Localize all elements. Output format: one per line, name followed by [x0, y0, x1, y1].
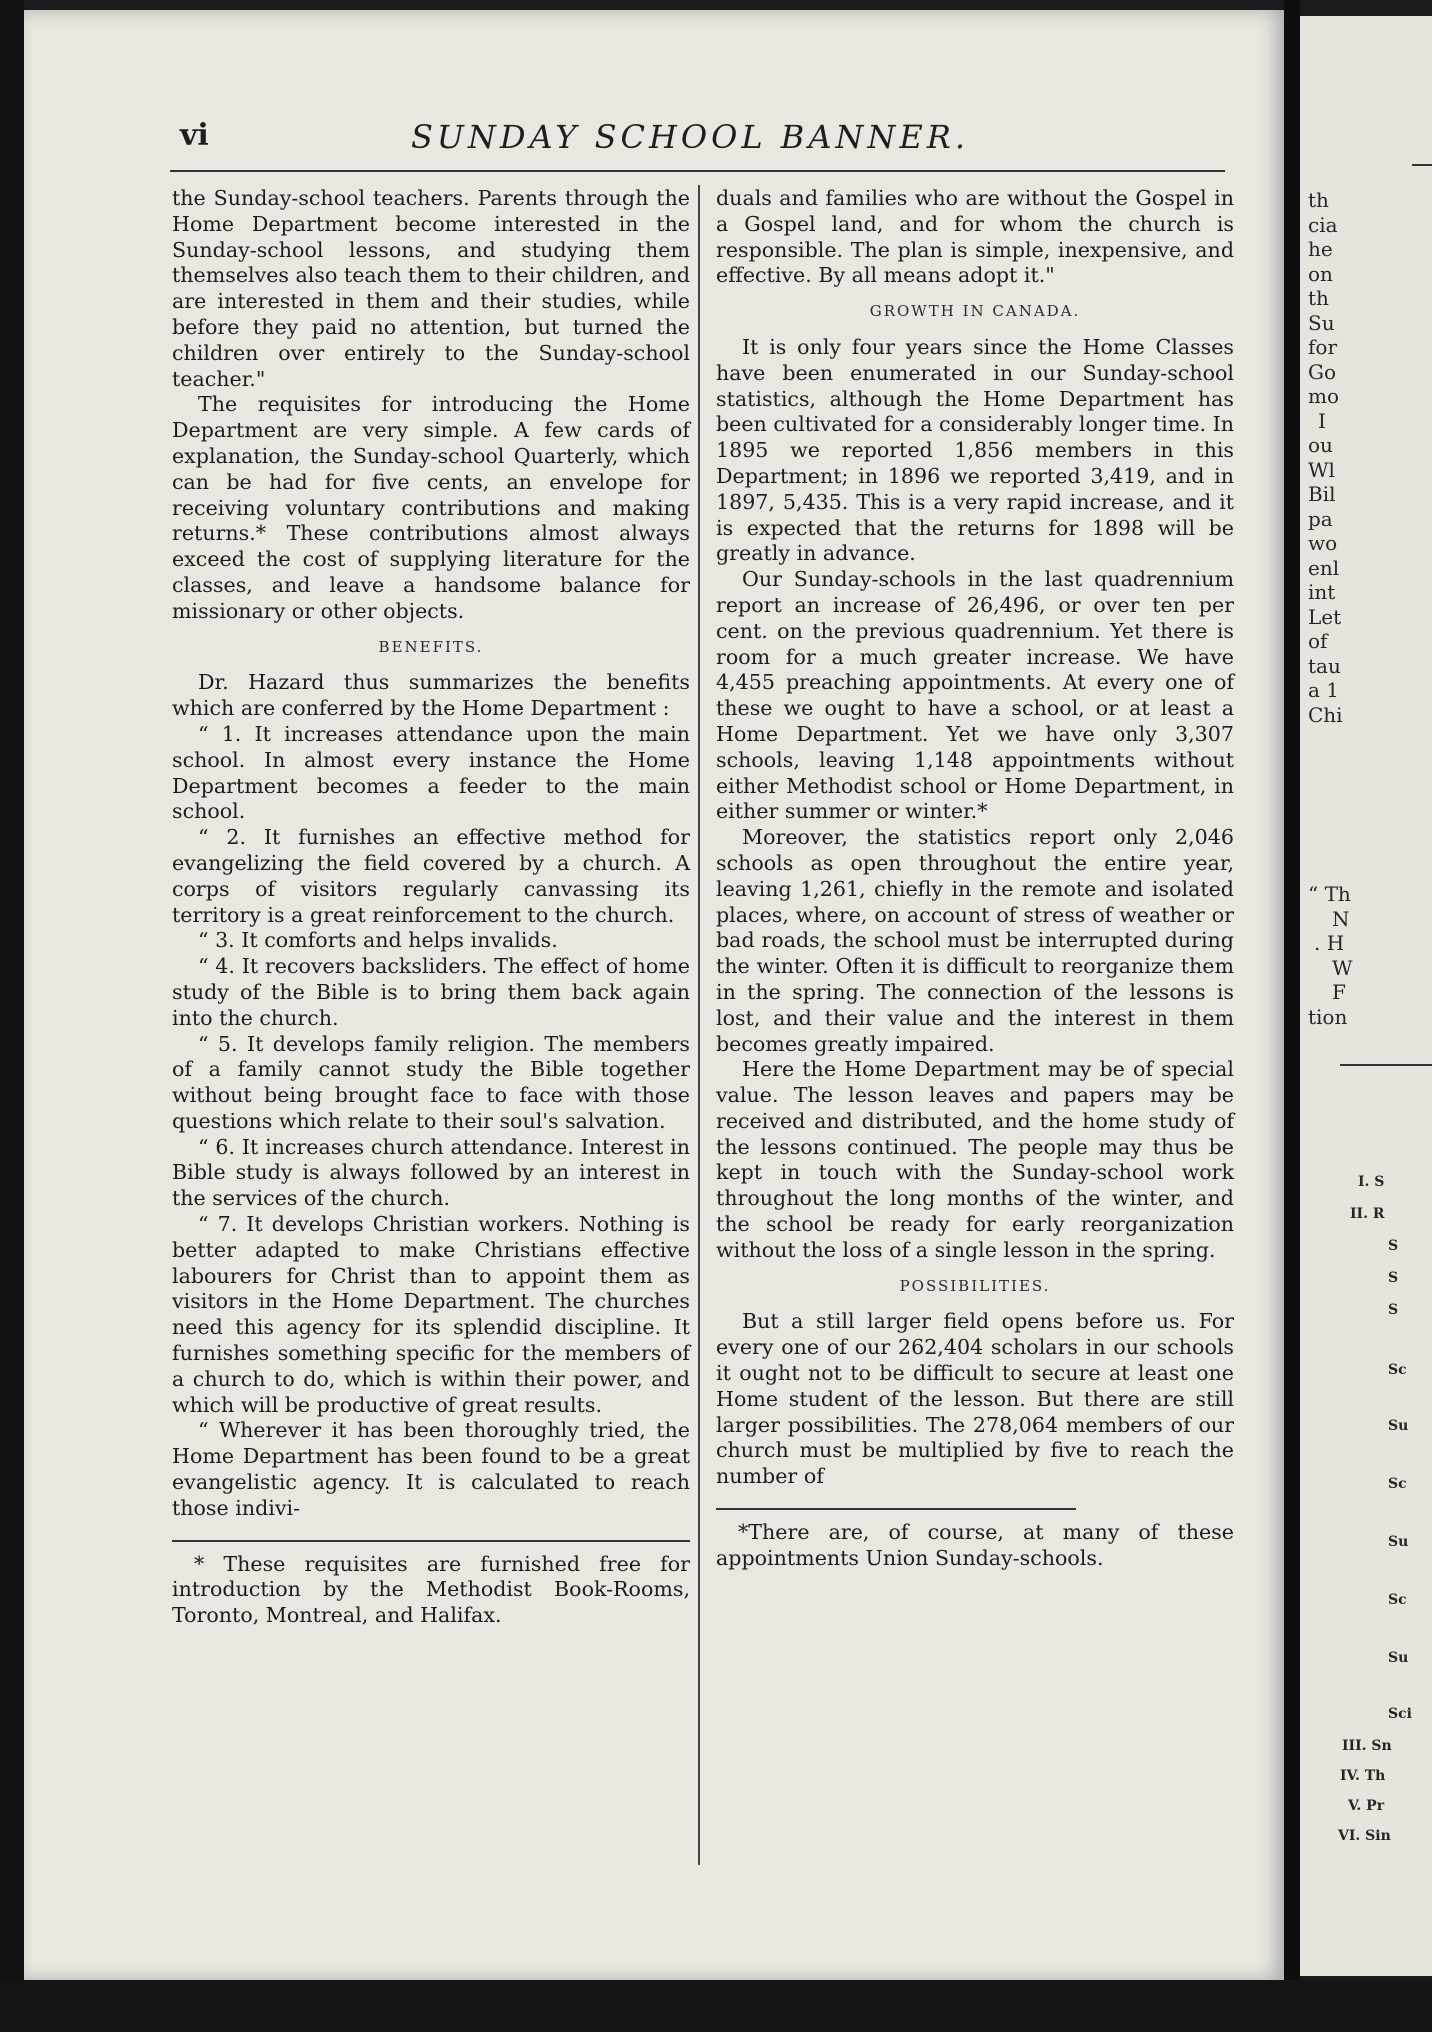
adjacent-line: N — [1332, 906, 1350, 931]
section-heading-possibilities: POSSIBILITIES. — [899, 1276, 1051, 1295]
column-divider — [698, 185, 700, 1865]
adjacent-line: a 1 — [1308, 678, 1340, 702]
right-column — [716, 186, 1234, 1572]
adjacent-line: enl — [1308, 555, 1340, 580]
footnote-text: *There are, of course, at many of these appointments Union Sunday-schools. — [716, 1520, 1234, 1570]
adjacent-line: Wl — [1308, 457, 1335, 482]
footnote-rule — [172, 1540, 690, 1542]
adjacent-line: Chi — [1308, 702, 1343, 727]
benefit-item: “ 1. It increases attendance upon the main school. In almost every instance the Home Department becomes a feeder to the main school. — [172, 721, 690, 824]
adjacent-line: on — [1308, 261, 1333, 286]
adjacent-line: mo — [1308, 384, 1340, 408]
page-number: vi — [180, 118, 209, 153]
adjacent-line: ou — [1308, 433, 1333, 457]
paragraph: The requisites for introducing the Home Department are very simple. A few cards of explanation, the Sunday-school Quarterly, which can be had for five cents, an envelope for receiving voluntary contributions and making returns.* These contributions almost always exceed the cost of supplying literature for the classes, and leave a handsome balance for missionary or other objects. — [172, 392, 690, 623]
adjacent-toc-entry: Su — [1388, 1650, 1409, 1666]
paragraph: Here the Home Department may be of special value. The lesson leaves and papers may be received and distributed, and the home study of the lessons continued. The people may thus be kept in touch with the Sunday-school work throughout the long months of the winter, and the school be ready for early reorganization without the loss of a single lesson in the spring. — [716, 1057, 1234, 1262]
adjacent-line: tau — [1308, 653, 1341, 678]
adjacent-page — [1300, 16, 1432, 1976]
paragraph: It is only four years since the Home Classes have been enumerated in our Sunday-school statistics, although the Home Department has been cultivated for a considerably longer time. In 1895 we reported 1,856 members in this Department; in 1896 we reported 3,419, and in 1897, 5,435. This is a very rapid increase, and it is expected that the returns for 1898 will be greatly in advance. — [716, 334, 1234, 566]
benefit-item: “ 2. It furnishes an effective method for evangelizing the field covered by a church. A corps of visitors regularly canvassing its territory is a great reinforcement to the church. — [172, 825, 690, 927]
paragraph: Dr. Hazard thus summarizes the benefits which are conferred by the Home Department : — [172, 670, 690, 721]
footnote-text: * These requisites are furnished free for introduction by the Methodist Book-Rooms, Toronto, Montreal, and Halifax. — [172, 1551, 690, 1628]
scan-bottom-edge — [0, 1980, 1432, 2032]
paragraph: But a still larger field opens before us. For every one of our 262,404 scholars in our schools it ought not to be difficult to secure at least one Home student of the lesson. But there are still larger possibilities. The 278,064 members of our church must be multiplied by five to reach the number of — [716, 1309, 1234, 1489]
running-title: SUNDAY SCHOOL BANNER. — [410, 118, 970, 156]
section-heading-benefits: BENEFITS. — [378, 637, 484, 656]
adjacent-toc-entry: II. R — [1350, 1206, 1385, 1222]
paragraph: duals and families who are without the Gospel in a Gospel land, and for whom the church is responsible. The plan is simple, inexpensive, and effective. By all means adopt it." — [716, 186, 1234, 288]
adjacent-line: th — [1308, 286, 1329, 310]
footnote — [172, 1552, 690, 1629]
adjacent-line: Su — [1308, 310, 1335, 335]
adjacent-toc-entry: Sc — [1388, 1362, 1407, 1378]
adjacent-line: pa — [1308, 506, 1333, 531]
adjacent-line: of — [1308, 629, 1328, 653]
benefit-item: “ 4. It recovers backsliders. The effect of home study of the Bible is to bring them back again into the church. — [172, 954, 690, 1030]
adjacent-toc-entry: Sc — [1388, 1592, 1407, 1608]
benefit-item: “ 5. It develops family religion. The members of a family cannot study the Bible together without being brought face to face with those questions which relate to their soul's salvation. — [172, 1031, 690, 1133]
adjacent-toc-entry: S — [1388, 1302, 1399, 1318]
adjacent-line: for — [1308, 335, 1338, 359]
adjacent-line: Bil — [1308, 482, 1336, 506]
section-heading-growth: GROWTH IN CANADA. — [869, 302, 1081, 321]
adjacent-toc-entry: Sci — [1388, 1706, 1412, 1722]
header-rule — [170, 170, 1225, 172]
paragraph: Moreover, the statistics report only 2,046 schools as open throughout the entire year, leaving 1,261, chiefly in the remote and isolated places, where, on account of stress of weather or bad roads, the school must be interrupted during the winter. Often it is difficult to reorganize them in the spring. The connection of the lessons is lost, and their value and the interest in them becomes greatly impaired. — [716, 825, 1234, 1056]
paragraph: the Sunday-school teachers. Parents through the Home Department become interested in the Sunday-school lessons, and studying them themselves also teach them to their children, and are interested in them and their studies, while before they paid no attention, but turned the children over entirely to the Sunday-school teacher." — [172, 186, 690, 391]
benefit-item: “ 3. It comforts and helps invalids. — [198, 928, 558, 953]
adjacent-line: I — [1318, 408, 1326, 433]
adjacent-line: th — [1308, 188, 1329, 212]
book-gutter — [1284, 0, 1300, 2032]
adjacent-line: W — [1332, 955, 1353, 980]
adjacent-line: tion — [1308, 1004, 1348, 1029]
adjacent-toc-entry: I. S — [1358, 1174, 1385, 1190]
adjacent-toc-entry: S — [1388, 1270, 1399, 1286]
adjacent-line: he — [1308, 237, 1333, 261]
paragraph: Our Sunday-schools in the last quadrennium report an increase of 26,496, or over ten per cent. on the previous quadrennium. Yet there is room for a much greater increase. We have 4,455 preaching appointments. At every one of these we ought to have a school, or at least a Home Department. Yet we have only 3,307 schools, leaving 1,148 appointments without either Methodist school or Home Department, in either summer or winter.* — [716, 567, 1234, 824]
adjacent-toc-entry: III. Sn — [1342, 1738, 1392, 1754]
adjacent-line: wo — [1308, 531, 1338, 555]
adjacent-toc-entry: Su — [1388, 1418, 1409, 1434]
adjacent-toc-entry: V. Pr — [1348, 1798, 1385, 1814]
benefit-item: “ 6. It increases church attendance. Interest in Bible study is always followed by an interest in the services of the church. — [172, 1134, 690, 1211]
adjacent-rule — [1412, 164, 1432, 166]
benefit-item: “ 7. It develops Christian workers. Nothing is better adapted to make Christians effective labourers for Christ than to appoint them as visitors in the Home Department. The churches need this agency for its splendid discipline. It furnishes something specific for the members of a church to do, which is within their power, and which will be productive of great results. — [172, 1212, 690, 1417]
benefit-item: “ Wherever it has been thoroughly tried, the Home Department has been found to be a great evangelistic agency. It is calculated to reach those indivi- — [172, 1418, 690, 1520]
adjacent-line: Let — [1308, 604, 1342, 629]
adjacent-line: . H — [1314, 931, 1345, 955]
adjacent-rule — [1340, 1064, 1432, 1066]
adjacent-line: “ Th — [1308, 882, 1351, 906]
adjacent-toc-entry: S — [1388, 1238, 1399, 1254]
footnote-rule — [716, 1508, 1076, 1510]
adjacent-toc-entry: Su — [1388, 1534, 1409, 1550]
adjacent-line: Go — [1308, 359, 1337, 384]
adjacent-toc-entry: Sc — [1388, 1476, 1407, 1492]
page-header — [150, 118, 1230, 162]
adjacent-line: int — [1308, 580, 1336, 604]
left-column — [172, 186, 690, 1629]
footnote — [716, 1520, 1234, 1572]
adjacent-line: cia — [1308, 212, 1338, 237]
adjacent-toc-entry: IV. Th — [1340, 1768, 1386, 1784]
adjacent-line: F — [1332, 980, 1346, 1004]
adjacent-toc-entry: VI. Sin — [1338, 1828, 1391, 1844]
scan-edge — [0, 0, 24, 2032]
